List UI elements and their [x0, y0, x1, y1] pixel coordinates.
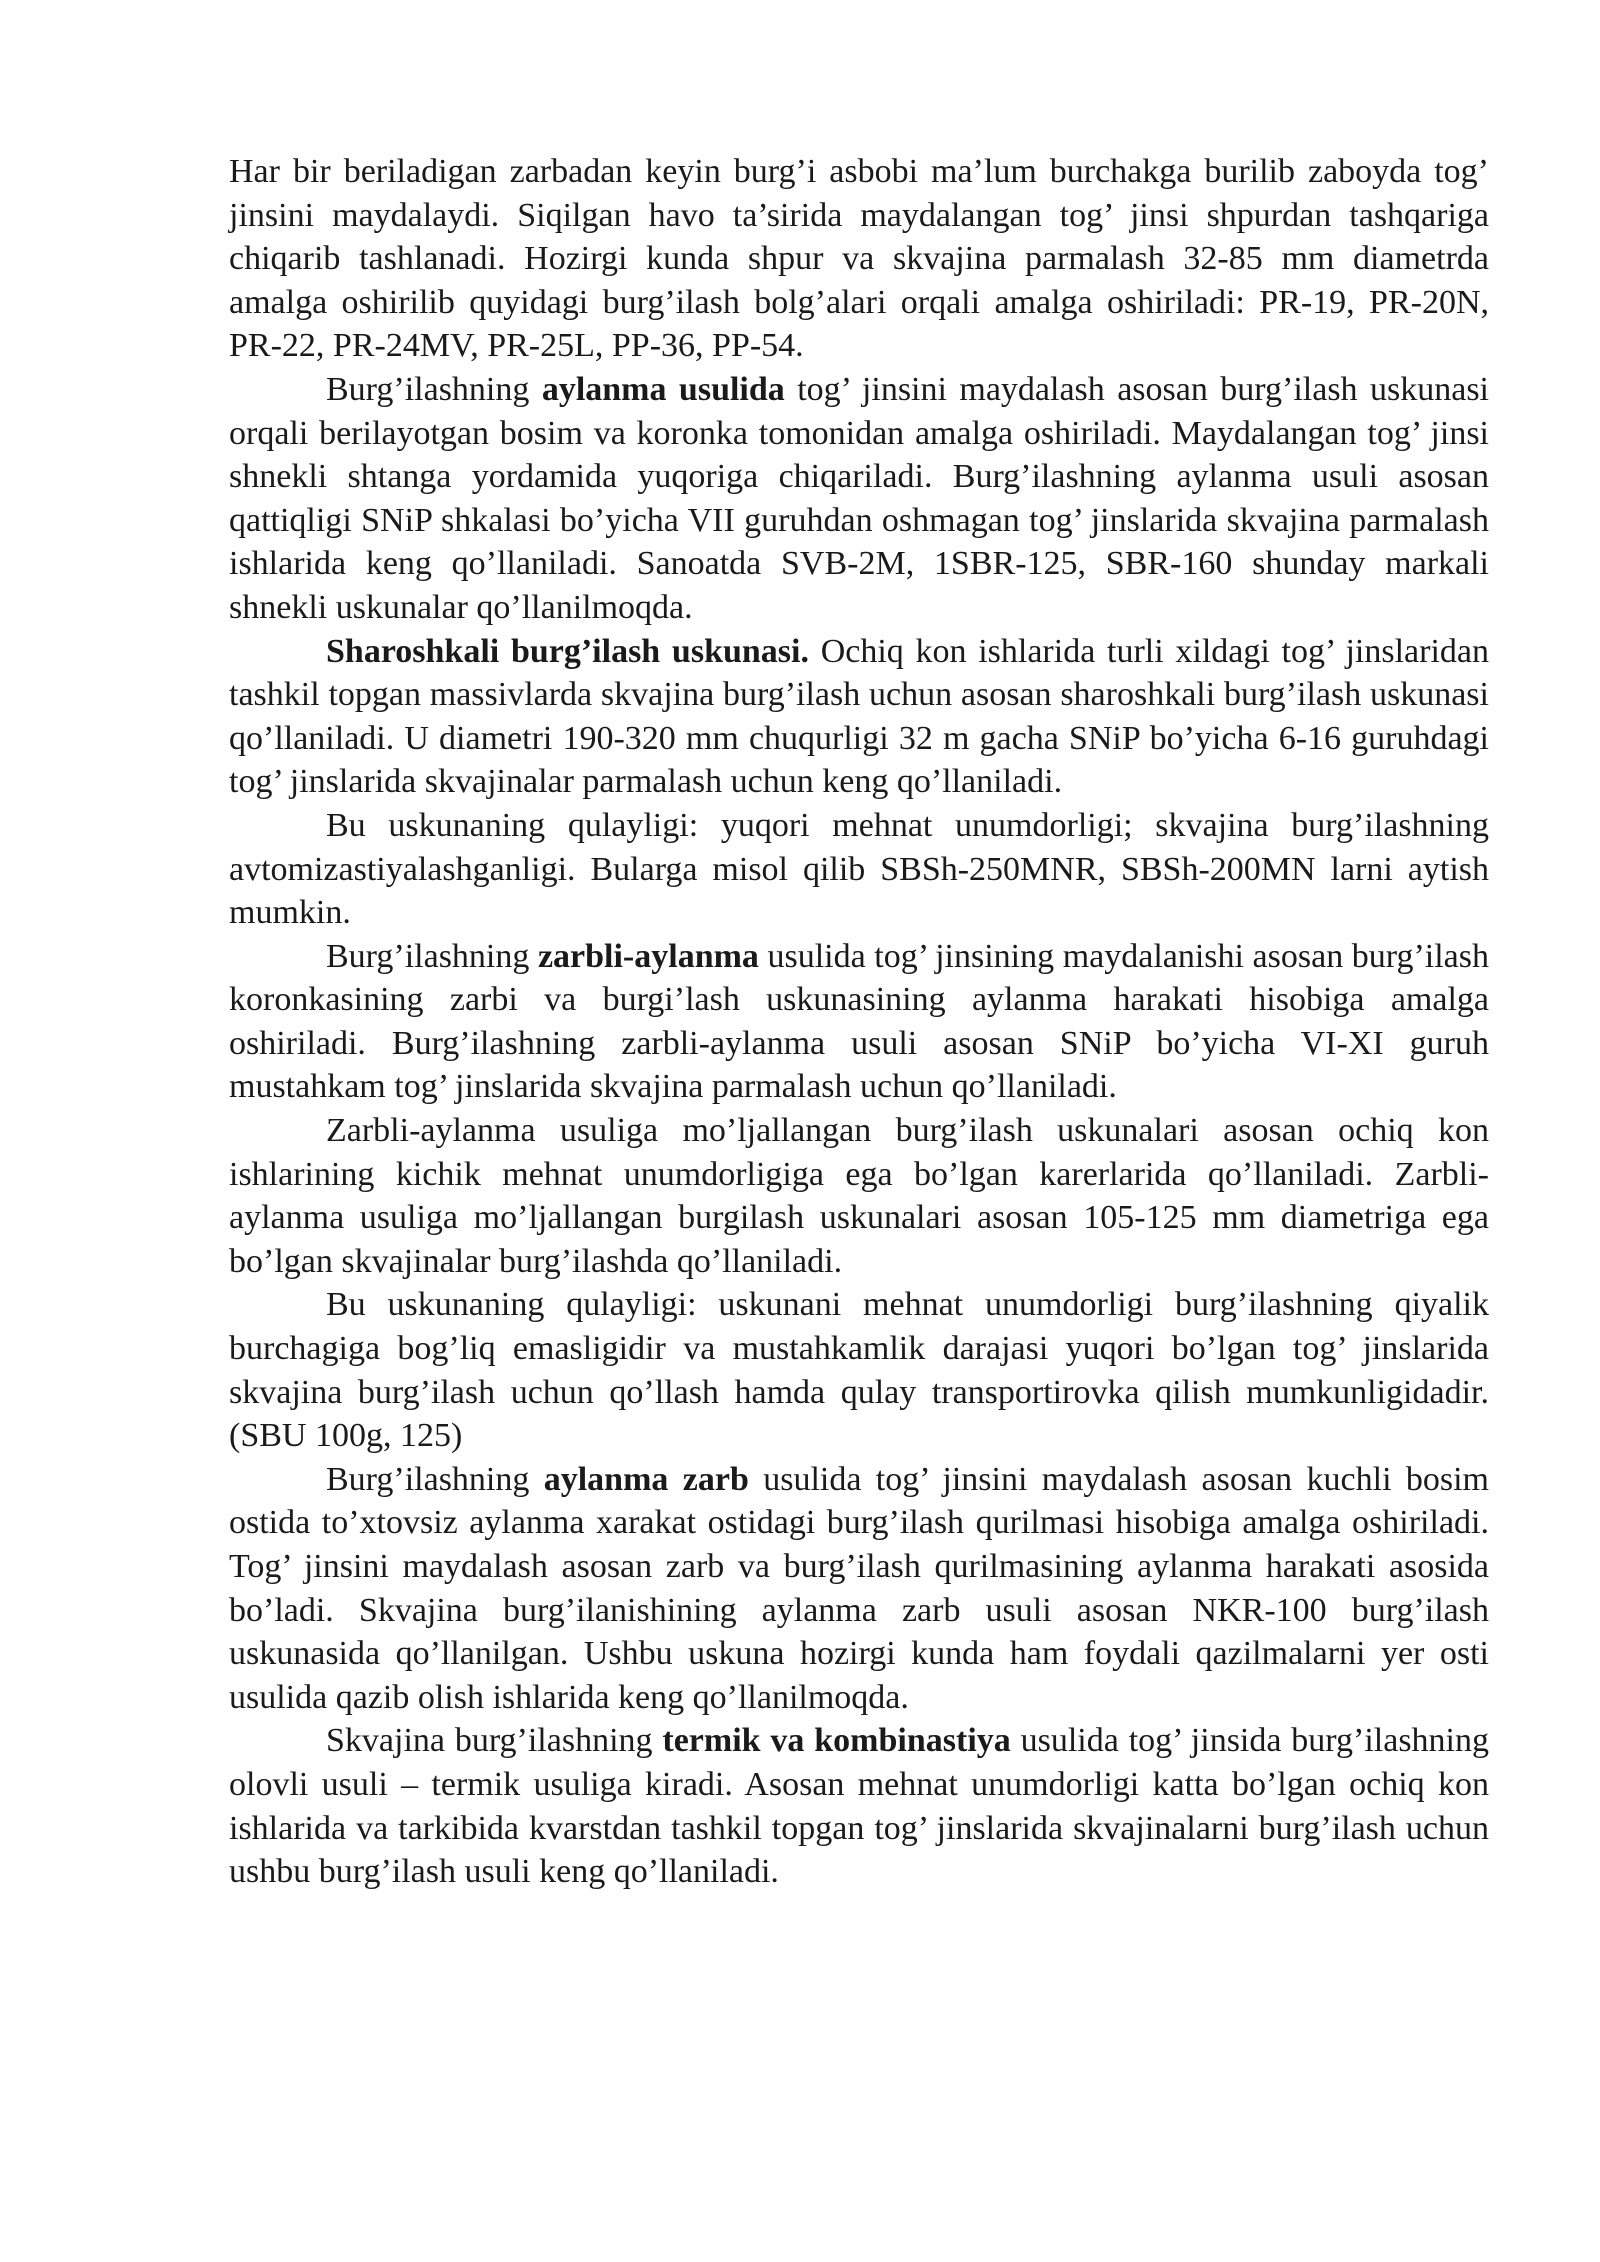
paragraph-5: [229, 935, 1489, 1109]
paragraph-text: Bu uskunaning qulayligi: yuqori mehnat unumdorligi; skvajina burg’ilashning avtomizastiyalashganligi. Bularga misol qilib SBSh-250MNR, SBSh-200MN larni aytish mumkin.: [229, 806, 1489, 932]
paragraph-text: Burg’ilashning: [326, 937, 538, 975]
bold-term: Sharoshkali burg’ilash uskunasi.: [326, 632, 809, 670]
paragraph-text: Burg’ilashning: [326, 370, 542, 408]
paragraph-text: usulida tog’ jinsining maydalanishi asosan burg’ilash koronkasining zarbi va burgi’lash uskunasining aylanma harakati hisobiga amalga oshiriladi. Burg’ilashning zarbli-aylanma usuli asosan SNiP bo’yicha VI-XI guruh mustahkam tog’ jinslarida skvajina parmalash uchun qo’llaniladi.: [229, 937, 1490, 1106]
paragraph-3: [229, 630, 1489, 804]
bold-term: termik va kombinastiya: [662, 1722, 1011, 1760]
paragraph-8: [229, 1458, 1489, 1720]
paragraph-2: [229, 368, 1489, 630]
paragraph-text: Ochiq kon ishlarida turli xildagi tog’ jinslaridan tashkil topgan massivlarda skvajina burg’ilash uchun asosan sharoshkali burg’ilash uskunasi qo’llaniladi. U diametri 190-320 mm chuqurligi 32 m gacha SNiP bo’yicha 6-16 guruhdagi tog’ jinslarida skvajinalar parmalash uchun keng qo’llaniladi.: [229, 632, 1489, 801]
paragraph-9: [229, 1719, 1489, 1893]
paragraph-text: usulida tog’ jinsida burg’ilashning olovli usuli – termik usuliga kiradi. Asosan mehnat unumdorligi katta bo’lgan ochiq kon ishlarida va tarkibida kvarstdan tashkil topgan tog’ jinslarida skvajinalarni burg’ilash uchun ushbu burg’ilash usuli keng qo’llaniladi.: [229, 1722, 1489, 1891]
paragraph-text: Burg’ilashning: [326, 1460, 544, 1498]
paragraph-text: Har bir beriladigan zarbadan keyin burg’i asbobi ma’lum burchakga burilib zaboyda tog’ jinsini maydalaydi. Siqilgan havo ta’sirida maydalangan tog’ jinsi shpurdan tashqariga chiqarib tashlanadi. Hozirgi kunda shpur va skvajina parmalash 32-85 mm diametrda amalga oshirilib quyidagi burg’ilash bolg’alari orqali amalga oshiriladi: PR-19, PR-20N, PR-22, PR-24MV, PR-25L, PP-36, PP-54.: [229, 153, 1489, 365]
bold-term: aylanma zarb: [543, 1460, 749, 1498]
paragraph-text: Skvajina burg’ilashning: [326, 1722, 663, 1760]
paragraph-4: [229, 804, 1489, 935]
bold-term: zarbli-aylanma: [537, 937, 759, 975]
paragraph-1: [229, 150, 1489, 368]
paragraph-6: [229, 1109, 1489, 1283]
paragraph-text: Zarbli-aylanma usuliga mo’ljallangan burg’ilash uskunalari asosan ochiq kon ishlarining kichik mehnat unumdorligiga ega bo’lgan karerlarida qo’llaniladi. Zarbli-aylanma usuliga mo’ljallangan burgilash uskunalari asosan 105-125 mm diametriga ega bo’lgan skvajinalar burg’ilashda qo’llaniladi.: [229, 1112, 1489, 1280]
paragraph-7: [229, 1283, 1489, 1457]
paragraph-text: tog’ jinsini maydalash asosan burg’ilash uskunasi orqali berilayotgan bosim va koronka tomonidan amalga oshiriladi. Maydalangan tog’ jinsi shnekli shtanga yordamida yuqoriga chiqariladi. Burg’ilashning aylanma usuli asosan qattiqligi SNiP shkalasi bo’yicha VII guruhdan oshmagan tog’ jinslarida skvajina parmalash ishlarida keng qo’llaniladi. Sanoatda SVB-2M, 1SBR-125, SBR-160 shunday markali shnekli uskunalar qo’llanilmoqda.: [229, 370, 1489, 626]
paragraph-text: usulida tog’ jinsini maydalash asosan kuchli bosim ostida to’xtovsiz aylanma xarakat ostidagi burg’ilash qurilmasi hisobiga amalga oshiriladi. Tog’ jinsini maydalash asosan zarb va burg’ilash qurilmasining aylanma harakati asosida bo’ladi. Skvajina burg’ilanishining aylanma zarb usuli asosan NKR-100 burg’ilash uskunasida qo’llanilgan. Ushbu uskuna hozirgi kunda ham foydali qazilmalarni yer osti usulida qazib olish ishlarida keng qo’llanilmoqda.: [229, 1460, 1490, 1716]
bold-term: aylanma usulida: [541, 370, 785, 408]
paragraph-text: Bu uskunaning qulayligi: uskunani mehnat unumdorligi burg’ilashning qiyalik burchagiga bog’liq emasligidir va mustahkamlik darajasi yuqori bo’lgan tog’ jinslarida skvajina burg’ilash uchun qo’llash hamda qulay transportirovka qilish mumkunligidadir.(SBU 100g, 125): [229, 1286, 1489, 1455]
document-page: [229, 150, 1489, 1894]
